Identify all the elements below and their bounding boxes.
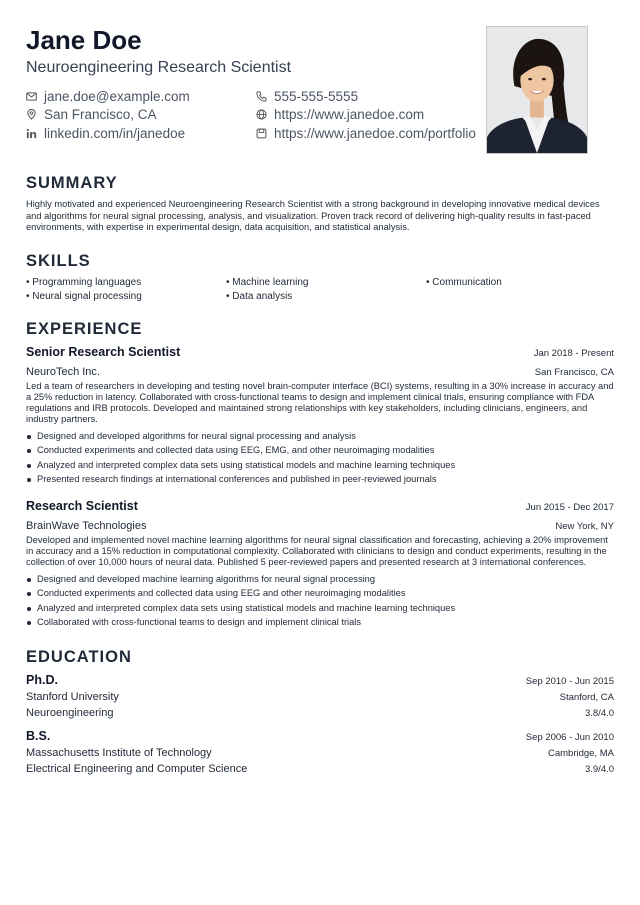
job-company: BrainWave Technologies xyxy=(26,519,147,532)
education-heading: EDUCATION xyxy=(26,647,132,666)
job-location: New York, NY xyxy=(555,520,614,532)
skill-item: • Communication xyxy=(426,277,614,288)
globe-icon xyxy=(256,109,267,120)
job-bullet: Analyzed and interpreted complex data sets using statistical models and machine learning techniques xyxy=(26,458,614,473)
job-location: San Francisco, CA xyxy=(534,366,614,378)
job-entry xyxy=(26,345,614,487)
location-pin-icon xyxy=(26,109,37,120)
job-title: Research Scientist xyxy=(26,498,138,513)
job-company: NeuroTech Inc. xyxy=(26,365,100,378)
education-dates: Sep 2006 - Jun 2010 xyxy=(525,731,614,743)
education-entry xyxy=(26,729,614,775)
education-dates: Sep 2010 - Jun 2015 xyxy=(525,675,614,687)
contact-location-text: San Francisco, CA xyxy=(44,107,157,123)
summary-text: Highly motivated and experienced Neuroengineering Research Scientist with a strong background in developing innovative medical devices and algorithms for neural signal processing, analysis, and visualization. Proven track record of delivering high-quality results in fast-paced environments, with expertise in experimental design, data acquisition, and statistical analysis. xyxy=(26,199,600,232)
candidate-title: Neuroengineering Research Scientist xyxy=(26,59,292,76)
experience-heading: EXPERIENCE xyxy=(26,319,143,338)
contact-phone-text: 555-555-5555 xyxy=(274,88,359,104)
contact-column-left xyxy=(26,87,190,143)
contact-location xyxy=(26,106,190,125)
job-description: Developed and implemented novel machine learning algorithms for neural signal classification and forecasting, achieving a 20% improvement in accuracy and a 15% reduction in computational complexity. Collaborated with clinicians to design and conduct experiments, resulting in the collection of over 10,000 hours of neural data. Published 5 peer-reviewed papers and presented research at 3 international conferences. xyxy=(26,534,608,568)
contact-linkedin-text: linkedin.com/in/janedoe xyxy=(44,125,186,141)
job-bullets xyxy=(26,429,614,487)
education-field: Neuroengineering xyxy=(26,706,114,719)
profile-photo-image xyxy=(487,27,587,153)
contact-portfolio[interactable] xyxy=(256,124,476,143)
job-entry xyxy=(26,499,614,630)
education-degree: Ph.D. xyxy=(26,672,58,687)
skill-item: • Programming languages xyxy=(26,277,226,288)
job-bullet: Conducted experiments and collected data using EEG, EMG, and other neuroimaging modalities xyxy=(26,443,614,458)
candidate-name: Jane Doe xyxy=(26,25,142,55)
job-bullet: Presented research findings at international conferences and published in peer-reviewed journals xyxy=(26,472,614,487)
job-bullet: Collaborated with cross-functional teams to design and implement clinical trials xyxy=(26,615,614,630)
education-degree: B.S. xyxy=(26,728,51,743)
profile-photo xyxy=(486,26,588,154)
mail-icon xyxy=(26,91,37,102)
education-entry xyxy=(26,673,614,719)
contact-email-text: jane.doe@example.com xyxy=(44,88,190,104)
resume-page xyxy=(26,24,614,785)
education-location: Cambridge, MA xyxy=(548,747,614,759)
contact-phone[interactable] xyxy=(256,87,476,106)
job-bullets xyxy=(26,572,614,630)
education-field: Electrical Engineering and Computer Science xyxy=(26,762,248,775)
summary-heading: SUMMARY xyxy=(26,174,118,192)
contact-website[interactable] xyxy=(256,106,476,125)
job-bullet: Designed and developed machine learning algorithms for neural signal processing xyxy=(26,572,614,587)
contact-email[interactable] xyxy=(26,87,190,106)
job-dates: Jan 2018 - Present xyxy=(533,347,614,359)
contact-website-text: https://www.janedoe.com xyxy=(274,107,425,123)
skill-item: • Neural signal processing xyxy=(26,291,226,302)
job-bullet: Analyzed and interpreted complex data sets using statistical models and machine learning techniques xyxy=(26,601,614,616)
skills-heading: SKILLS xyxy=(26,251,91,270)
portfolio-icon xyxy=(256,128,267,139)
education-location: Stanford, CA xyxy=(559,691,614,703)
skill-item: • Machine learning xyxy=(226,277,426,288)
education-gpa: 3.9/4.0 xyxy=(584,763,614,775)
resume-header xyxy=(26,24,614,156)
skill-item: • Data analysis xyxy=(226,291,426,302)
job-bullet: Conducted experiments and collected data using EEG and other neuroimaging modalities xyxy=(26,586,614,601)
education-school: Stanford University xyxy=(26,690,119,703)
contact-linkedin[interactable] xyxy=(26,124,190,143)
phone-icon xyxy=(256,91,267,102)
contact-portfolio-text: https://www.janedoe.com/portfolio xyxy=(274,125,476,141)
education-gpa: 3.8/4.0 xyxy=(584,707,614,719)
job-dates: Jun 2015 - Dec 2017 xyxy=(525,501,614,513)
linkedin-icon xyxy=(26,128,37,139)
job-title: Senior Research Scientist xyxy=(26,344,181,359)
skills-list xyxy=(26,277,614,302)
job-description: Led a team of researchers in developing and testing novel brain-computer interface (BCI) systems, resulting in a 30% increase in accuracy and a 25% reduction in latency. Collaborated with cross-functional teams to design and implement clinical trials, ensuring compliance with FDA regulations and IRB protocols. Developed and maintained strong relationships with key stakeholders, including clinicians, engineers, and industry partners. xyxy=(26,380,614,425)
education-school: Massachusetts Institute of Technology xyxy=(26,746,212,759)
job-bullet: Designed and developed algorithms for neural signal processing and analysis xyxy=(26,429,614,444)
contact-column-right xyxy=(256,87,476,143)
